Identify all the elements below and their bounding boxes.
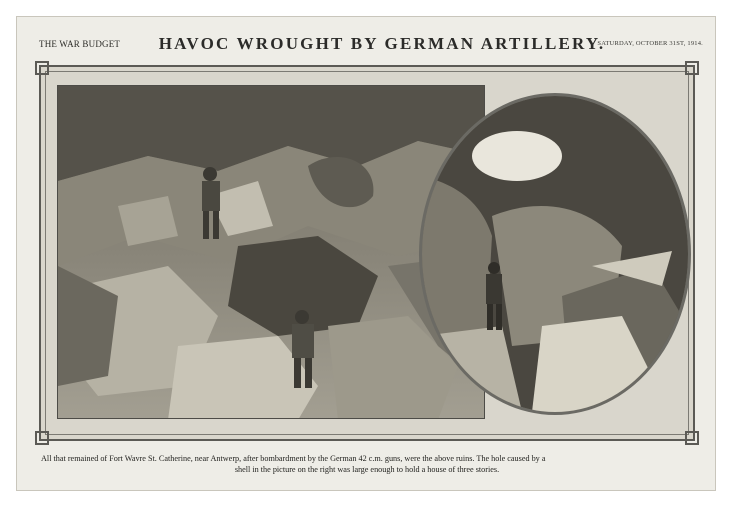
frame-corner-top-right (685, 61, 699, 75)
crater-illustration (422, 96, 688, 412)
page-title: HAVOC WROUGHT BY GERMAN ARTILLERY. (158, 34, 606, 53)
caption-line-2: shell in the picture on the right was large enough to hold a house of three stories. (234, 465, 500, 474)
photo-caption (41, 453, 693, 475)
frame-corner-top-left (35, 61, 49, 75)
caption-line-1: All that remained of Fort Wavre St. Catherine, near Antwerp, after bombardment by the German 42 c.m. guns, were the above ruins. The hole caused by a (41, 454, 546, 463)
frame-corner-bottom-left (35, 431, 49, 445)
newspaper-page (16, 16, 716, 491)
publication-name: THE WAR BUDGET (39, 39, 121, 49)
crater-photo-right (419, 93, 691, 415)
frame-corner-bottom-right (685, 431, 699, 445)
issue-date: SATURDAY, OCTOBER 31ST, 1914. (597, 40, 703, 47)
